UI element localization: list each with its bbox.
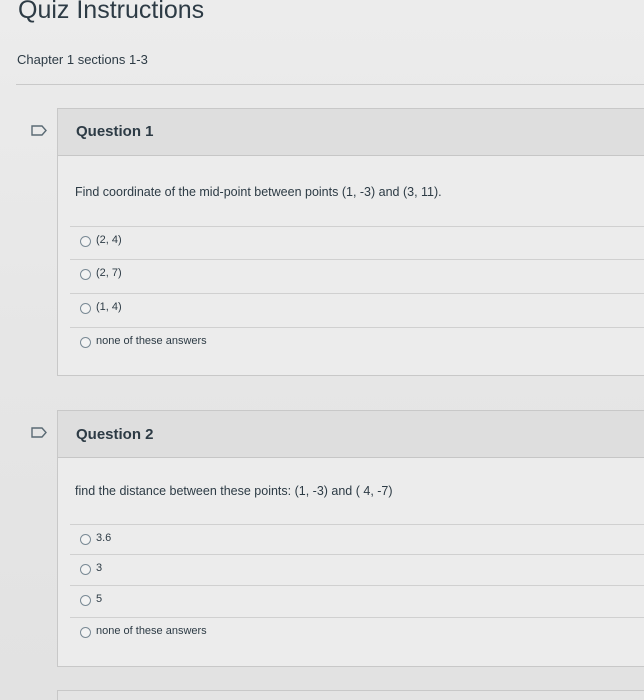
answer-label: (2, 7) — [96, 267, 122, 279]
radio-unselected-icon[interactable] — [80, 534, 91, 545]
answer-label: 3 — [96, 562, 103, 574]
question-card-1 — [57, 108, 644, 376]
answer-option[interactable] — [70, 554, 644, 585]
question-card-3-edge — [57, 690, 644, 700]
radio-unselected-icon[interactable] — [80, 564, 91, 575]
radio-unselected-icon[interactable] — [80, 269, 91, 280]
answer-label: none of these answers — [96, 625, 207, 637]
question-title-1: Question 1 — [76, 123, 154, 140]
question-text-2: find the distance between these points: (1, -3) and ( 4, -7) — [75, 484, 393, 498]
radio-unselected-icon[interactable] — [80, 236, 91, 247]
quiz-subtitle: Chapter 1 sections 1-3 — [17, 52, 148, 67]
answer-option[interactable] — [70, 617, 644, 648]
radio-unselected-icon[interactable] — [80, 337, 91, 348]
answer-option[interactable] — [70, 585, 644, 616]
answer-option[interactable] — [70, 293, 644, 324]
flag-question-2-icon[interactable] — [31, 427, 47, 438]
answer-label: 5 — [96, 593, 103, 605]
header-divider — [16, 84, 644, 85]
question-header-1 — [58, 109, 644, 156]
answer-label: (2, 4) — [96, 234, 122, 246]
page-title: Quiz Instructions — [18, 0, 205, 24]
question-header-2 — [58, 411, 644, 458]
question-title-2: Question 2 — [76, 426, 154, 443]
answer-label: (1, 4) — [96, 301, 122, 313]
answer-option[interactable] — [70, 226, 644, 257]
flag-question-1-icon[interactable] — [31, 125, 47, 136]
radio-unselected-icon[interactable] — [80, 627, 91, 638]
answer-label: none of these answers — [96, 335, 207, 347]
answer-option[interactable] — [70, 524, 644, 555]
answer-label: 3.6 — [96, 532, 112, 544]
answer-option[interactable] — [70, 259, 644, 290]
question-card-2 — [57, 410, 644, 667]
radio-unselected-icon[interactable] — [80, 595, 91, 606]
radio-unselected-icon[interactable] — [80, 303, 91, 314]
answer-option[interactable] — [70, 327, 644, 358]
question-text-1: Find coordinate of the mid-point between points (1, -3) and (3, 11). — [75, 185, 442, 199]
